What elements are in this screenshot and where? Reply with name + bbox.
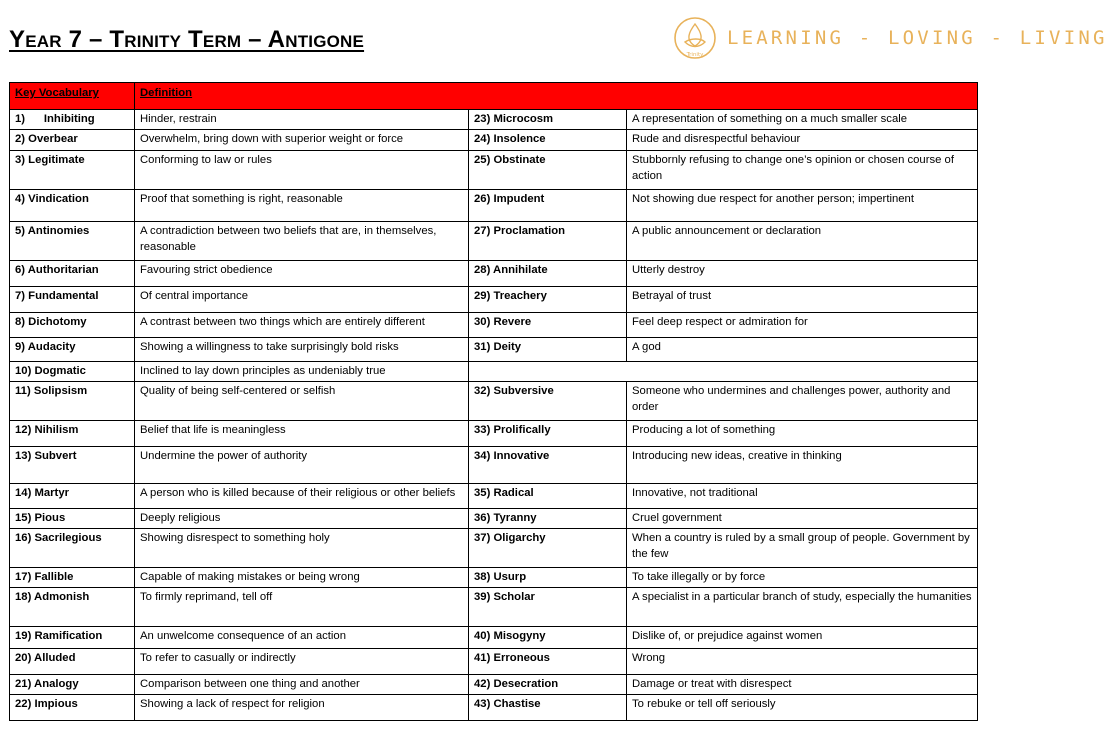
- vocab-term: 37) Oligarchy: [469, 529, 627, 568]
- table-row: [10, 695, 978, 721]
- vocab-definition: Someone who undermines and challenges power, authority and order: [627, 382, 978, 421]
- vocab-term: 6) Authoritarian: [10, 261, 135, 287]
- vocab-term: 35) Radical: [469, 484, 627, 509]
- logo-badge-text: Trinity: [686, 52, 704, 58]
- vocab-definition: Of central importance: [135, 287, 469, 313]
- table-row: [10, 130, 978, 151]
- vocab-term: 11) Solipsism: [10, 382, 135, 421]
- vocab-term: 29) Treachery: [469, 287, 627, 313]
- vocab-term: 17) Fallible: [10, 568, 135, 588]
- table-row: [10, 190, 978, 222]
- vocab-term: 34) Innovative: [469, 447, 627, 484]
- vocab-definition: Deeply religious: [135, 509, 469, 529]
- vocab-term: 4) Vindication: [10, 190, 135, 222]
- vocab-definition: Belief that life is meaningless: [135, 421, 469, 447]
- vocab-term: 23) Microcosm: [469, 110, 627, 130]
- vocab-definition: Betrayal of trust: [627, 287, 978, 313]
- vocab-definition: To refer to casually or indirectly: [135, 649, 469, 675]
- vocab-definition: A god: [627, 338, 978, 362]
- vocab-definition: A contrast between two things which are entirely different: [135, 313, 469, 338]
- vocab-term: 33) Prolifically: [469, 421, 627, 447]
- table-row: [10, 382, 978, 421]
- table-row: [10, 568, 978, 588]
- vocabulary-table: [9, 82, 978, 721]
- page-title: Year 7 – Trinity Term – Antigone: [9, 26, 365, 53]
- vocab-definition: Feel deep respect or admiration for: [627, 313, 978, 338]
- vocab-definition: Wrong: [627, 649, 978, 675]
- vocab-definition: When a country is ruled by a small group of people. Government by the few: [627, 529, 978, 568]
- vocab-definition: Undermine the power of authority: [135, 447, 469, 484]
- table-row: [10, 151, 978, 190]
- vocab-term: 12) Nihilism: [10, 421, 135, 447]
- vocab-definition: To take illegally or by force: [627, 568, 978, 588]
- table-row: [10, 222, 978, 261]
- vocab-term: 14) Martyr: [10, 484, 135, 509]
- vocab-definition: Dislike of, or prejudice against women: [627, 627, 978, 649]
- vocab-term: 19) Ramification: [10, 627, 135, 649]
- vocab-definition: Showing disrespect to something holy: [135, 529, 469, 568]
- vocab-definition: To firmly reprimand, tell off: [135, 588, 469, 627]
- vocab-definition: Capable of making mistakes or being wrong: [135, 568, 469, 588]
- vocab-term: 36) Tyranny: [469, 509, 627, 529]
- school-logo: [671, 16, 1108, 60]
- vocab-definition: Rude and disrespectful behaviour: [627, 130, 978, 151]
- vocab-term: 24) Insolence: [469, 130, 627, 151]
- vocab-definition: Not showing due respect for another person; impertinent: [627, 190, 978, 222]
- vocab-term: 40) Misogyny: [469, 627, 627, 649]
- vocab-definition: Quality of being self-centered or selfish: [135, 382, 469, 421]
- vocab-term: 9) Audacity: [10, 338, 135, 362]
- table-row: [10, 447, 978, 484]
- vocab-definition: Introducing new ideas, creative in thinking: [627, 447, 978, 484]
- vocab-definition: Conforming to law or rules: [135, 151, 469, 190]
- vocab-term: 41) Erroneous: [469, 649, 627, 675]
- vocab-definition: A public announcement or declaration: [627, 222, 978, 261]
- vocab-definition: To rebuke or tell off seriously: [627, 695, 978, 721]
- table-row: [10, 509, 978, 529]
- vocab-term: 15) Pious: [10, 509, 135, 529]
- vocab-definition: A person who is killed because of their religious or other beliefs: [135, 484, 469, 509]
- vocab-definition: Utterly destroy: [627, 261, 978, 287]
- vocab-term: 31) Deity: [469, 338, 627, 362]
- vocab-definition: Showing a willingness to take surprisingly bold risks: [135, 338, 469, 362]
- table-row: [10, 588, 978, 627]
- vocab-definition: Inclined to lay down principles as undeniably true: [135, 362, 469, 382]
- table-row: [10, 110, 978, 130]
- empty-cell: [469, 362, 978, 382]
- vocab-definition: Innovative, not traditional: [627, 484, 978, 509]
- vocab-definition: A representation of something on a much smaller scale: [627, 110, 978, 130]
- school-motto: LEARNING - LOVING - LIVING: [727, 27, 1108, 49]
- vocab-definition: Proof that something is right, reasonable: [135, 190, 469, 222]
- table-row: [10, 362, 978, 382]
- vocab-term: 22) Impious: [10, 695, 135, 721]
- vocab-term: 16) Sacrilegious: [10, 529, 135, 568]
- vocab-term: 1) Inhibiting: [10, 110, 135, 130]
- vocab-term: 18) Admonish: [10, 588, 135, 627]
- vocab-definition: Comparison between one thing and another: [135, 675, 469, 695]
- table-row: [10, 287, 978, 313]
- vocab-definition: Damage or treat with disrespect: [627, 675, 978, 695]
- vocab-term: 25) Obstinate: [469, 151, 627, 190]
- table-header-row: [10, 83, 978, 110]
- vocab-definition: Overwhelm, bring down with superior weight or force: [135, 130, 469, 151]
- vocab-term: 13) Subvert: [10, 447, 135, 484]
- vocab-term: 43) Chastise: [469, 695, 627, 721]
- table-row: [10, 313, 978, 338]
- table-row: [10, 338, 978, 362]
- vocab-term: 5) Antinomies: [10, 222, 135, 261]
- vocab-term: 32) Subversive: [469, 382, 627, 421]
- trinity-knot-icon: [671, 16, 721, 60]
- header-definition: Definition: [135, 83, 978, 110]
- vocab-term: 2) Overbear: [10, 130, 135, 151]
- table-row: [10, 484, 978, 509]
- vocab-definition: Stubbornly refusing to change one’s opinion or chosen course of action: [627, 151, 978, 190]
- table-row: [10, 649, 978, 675]
- vocab-definition: Cruel government: [627, 509, 978, 529]
- table-row: [10, 627, 978, 649]
- table-row: [10, 675, 978, 695]
- header-key-vocabulary: Key Vocabulary: [10, 83, 135, 110]
- vocab-term: 21) Analogy: [10, 675, 135, 695]
- table-row: [10, 421, 978, 447]
- vocab-term: 20) Alluded: [10, 649, 135, 675]
- vocab-term: 3) Legitimate: [10, 151, 135, 190]
- vocab-term: 28) Annihilate: [469, 261, 627, 287]
- vocab-term: 10) Dogmatic: [10, 362, 135, 382]
- vocab-term: 26) Impudent: [469, 190, 627, 222]
- vocab-definition: An unwelcome consequence of an action: [135, 627, 469, 649]
- table-row: [10, 529, 978, 568]
- table-row: [10, 261, 978, 287]
- vocab-term: 30) Revere: [469, 313, 627, 338]
- vocab-definition: A contradiction between two beliefs that are, in themselves, reasonable: [135, 222, 469, 261]
- vocab-term: 27) Proclamation: [469, 222, 627, 261]
- vocab-definition: Producing a lot of something: [627, 421, 978, 447]
- vocab-definition: Showing a lack of respect for religion: [135, 695, 469, 721]
- vocab-term: 39) Scholar: [469, 588, 627, 627]
- vocab-term: 42) Desecration: [469, 675, 627, 695]
- vocab-definition: Favouring strict obedience: [135, 261, 469, 287]
- vocab-definition: A specialist in a particular branch of study, especially the humanities: [627, 588, 978, 627]
- vocab-term: 8) Dichotomy: [10, 313, 135, 338]
- vocab-term: 7) Fundamental: [10, 287, 135, 313]
- vocab-definition: Hinder, restrain: [135, 110, 469, 130]
- vocab-term: 38) Usurp: [469, 568, 627, 588]
